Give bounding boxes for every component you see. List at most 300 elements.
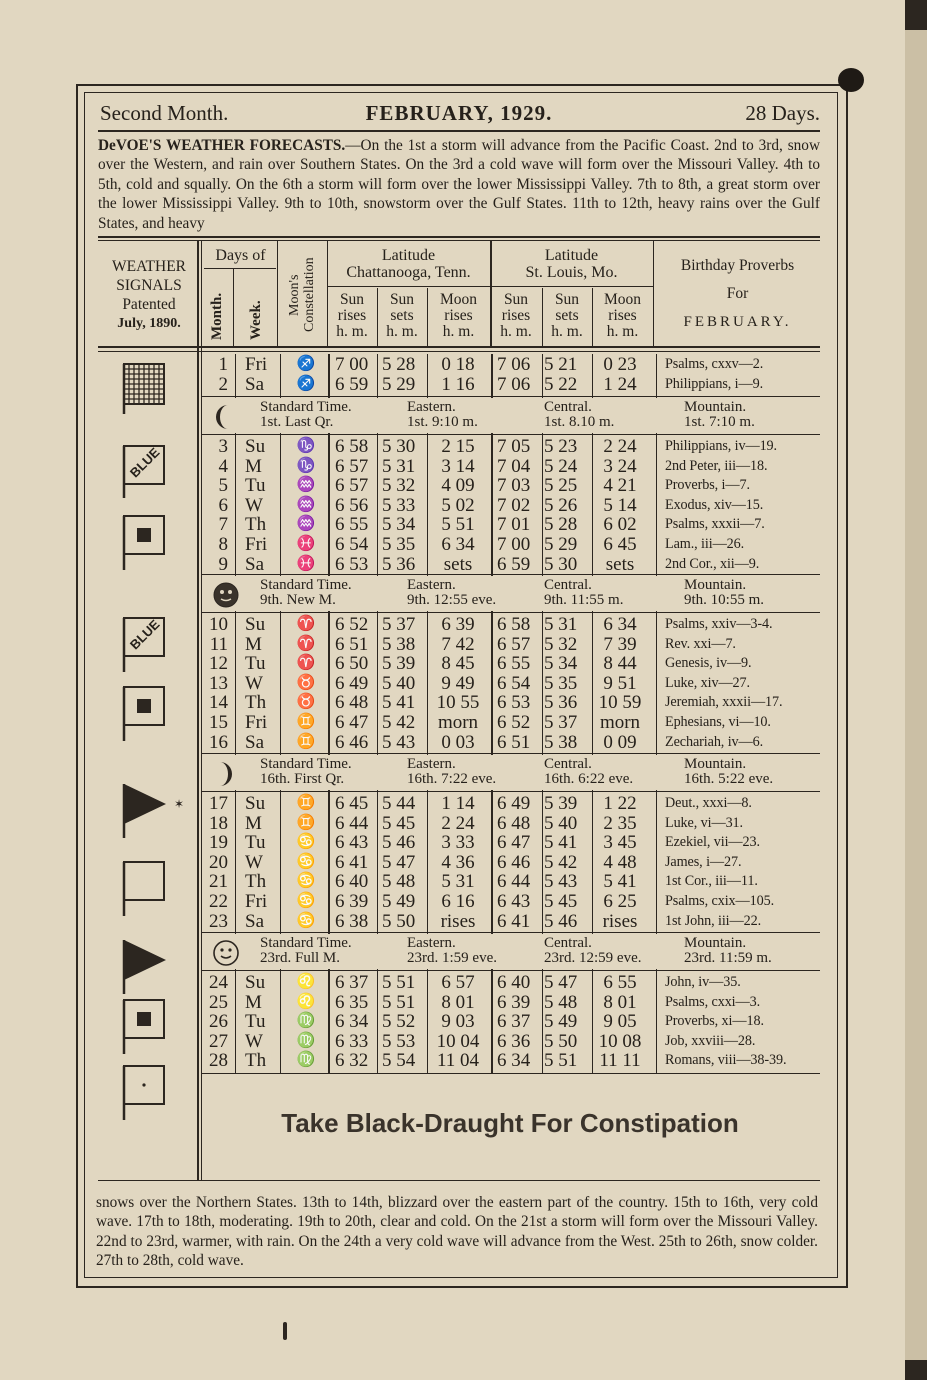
- latitude-rule: [327, 286, 653, 287]
- chatt-sun-sets: 5 38: [382, 633, 416, 655]
- bp-l3: FEBRUARY.: [683, 314, 792, 330]
- sun-sets-heading-1: [377, 292, 427, 340]
- chatt-moon-rises: 6 34: [441, 534, 475, 555]
- chatt-sun-sets: 5 36: [382, 553, 416, 575]
- table-row: [200, 1012, 820, 1032]
- day-of-week: Fri: [245, 354, 268, 375]
- day-of-month: 3: [218, 436, 228, 457]
- birthday-proverb: Rev. xxi—7.: [665, 635, 736, 652]
- stl-sun-sets: 5 35: [544, 672, 578, 694]
- stl-sun-sets: 5 28: [544, 514, 578, 536]
- lat2-l2: St. Louis, Mo.: [525, 263, 618, 281]
- svg-text:✶: ✶: [174, 797, 185, 811]
- stl-moon-rises: 3 45: [603, 832, 637, 854]
- constellation-icon: ♋: [296, 873, 316, 890]
- phase-mountain-time: 9th. 10:55 m.: [684, 592, 765, 608]
- stl-sun-sets: 5 21: [544, 354, 578, 375]
- ss1-b: sets: [390, 307, 414, 324]
- phase-central-time: 16th. 6:22 eve.: [544, 771, 634, 787]
- table-row: [200, 476, 820, 496]
- day-of-month: 7: [218, 514, 228, 536]
- table-row: [200, 833, 820, 853]
- table-row: [200, 375, 820, 395]
- chatt-sun-sets: 5 46: [382, 832, 416, 854]
- chatt-sun-sets: 5 40: [382, 672, 416, 694]
- stl-moon-rises: 5 14: [603, 494, 637, 516]
- mr2-b: rises: [608, 307, 637, 324]
- stl-sun-rises: 7 02: [497, 494, 531, 516]
- chatt-moon-rises: 5 51: [441, 514, 475, 536]
- constellation-icon: ♈: [296, 655, 316, 672]
- chatt-sun-sets: 5 37: [382, 614, 416, 635]
- chatt-sun-sets: 5 28: [382, 354, 416, 375]
- day-of-month: 20: [209, 851, 228, 873]
- chatt-moon-rises: 7 42: [441, 633, 475, 655]
- day-of-week: Fri: [245, 534, 268, 555]
- chatt-sun-rises: 6 54: [335, 534, 369, 555]
- constellation-icon: ♈: [296, 616, 316, 632]
- chatt-sun-sets: 5 35: [382, 534, 416, 555]
- page-title: FEBRUARY, 1929.: [365, 101, 553, 125]
- stl-moon-rises: 6 34: [603, 614, 637, 635]
- days-of-heading: Days of: [215, 247, 266, 264]
- chatt-sun-rises: 6 33: [335, 1030, 369, 1052]
- stl-moon-rises: 4 21: [603, 475, 637, 497]
- day-of-month: 19: [209, 832, 228, 854]
- signal-blue-2: [122, 612, 172, 672]
- phase3-bot: [201, 791, 820, 792]
- table-row: [200, 496, 820, 516]
- stl-moon-rises: 6 55: [603, 972, 637, 993]
- phase1-top: [201, 396, 820, 397]
- phase-eastern-time: 1st. 9:10 m.: [407, 414, 478, 430]
- chatt-sun-sets: 5 48: [382, 871, 416, 893]
- stl-moon-rises: 10 59: [598, 692, 642, 714]
- weather-signals-heading: [100, 257, 198, 333]
- constellation-icon: ♒: [296, 516, 316, 533]
- bp-l2: For: [726, 285, 749, 302]
- stl-sun-rises: 7 06: [497, 354, 531, 375]
- chatt-sun-rises: 6 38: [335, 910, 369, 932]
- chatt-sun-rises: 6 39: [335, 891, 369, 912]
- stl-sun-sets: 5 32: [544, 633, 578, 655]
- dot-flag-icon: [122, 1062, 172, 1122]
- chatt-sun-rises: 6 53: [335, 553, 369, 575]
- table-row: [200, 693, 820, 713]
- day-of-week: Su: [245, 436, 266, 457]
- weather-forecast: [98, 136, 820, 233]
- day-of-month: 23: [209, 910, 228, 932]
- const-column-line: [277, 240, 278, 348]
- ss2-c: h. m.: [551, 323, 583, 340]
- week-heading: Week.: [248, 300, 264, 340]
- stl-sun-rises: 6 49: [497, 793, 531, 814]
- birthday-proverbs-heading: [655, 252, 820, 336]
- birthday-proverb: 2nd Cor., xii—9.: [665, 555, 760, 572]
- sun-rises-heading-1: [327, 292, 377, 340]
- chatt-moon-rises: 0 03: [441, 731, 475, 753]
- day-of-month: 27: [209, 1030, 228, 1052]
- stl-sun-rises: 6 48: [497, 812, 531, 834]
- chatt-sun-sets: 5 31: [382, 455, 416, 477]
- chatt-sun-sets: 5 45: [382, 812, 416, 834]
- constellation-icon: ♋: [296, 834, 316, 851]
- stl-moon-rises: sets: [605, 553, 635, 575]
- stl-sun-sets: 5 31: [544, 614, 578, 635]
- phase-label: Standard Time.: [260, 756, 352, 772]
- stl-sun-sets: 5 26: [544, 494, 578, 516]
- ws-line-3: Patented: [122, 296, 176, 313]
- day-of-week: Th: [245, 871, 267, 893]
- last-quarter-icon: [212, 403, 238, 429]
- stl-sun-rises: 6 37: [497, 1011, 531, 1033]
- day-of-month: 4: [218, 455, 228, 477]
- day-of-month: 8: [218, 534, 228, 555]
- day-of-week: Su: [245, 793, 266, 814]
- signal-square-2: [122, 683, 172, 743]
- birthday-proverb: Philippians, i—9.: [665, 375, 764, 392]
- chatt-sun-rises: 6 55: [335, 514, 369, 536]
- phase-sub: 9th. New M.: [260, 592, 336, 608]
- phase-mountain-time: 16th. 5:22 eve.: [684, 771, 774, 787]
- stl-sun-sets: 5 39: [544, 793, 578, 814]
- stl-moon-rises: 7 39: [603, 633, 637, 655]
- day-of-month: 11: [209, 633, 228, 655]
- birthday-proverb: Romans, viii—38-39.: [665, 1052, 787, 1069]
- chatt-sun-rises: 6 34: [335, 1011, 369, 1033]
- day-of-week: Tu: [245, 1011, 266, 1033]
- stl-sun-sets: 5 49: [544, 1011, 578, 1033]
- day-of-month: 17: [209, 793, 228, 814]
- chatt-sun-sets: 5 33: [382, 494, 416, 516]
- lat1-l1: Latitude: [381, 247, 436, 264]
- chatt-moon-rises: 2 24: [441, 812, 475, 834]
- birthday-proverb: Luke, vi—31.: [665, 814, 744, 831]
- table-head-rule: [98, 346, 820, 348]
- blue-label-2: BLUE: [126, 616, 163, 653]
- chatt-sun-rises: 6 59: [335, 373, 369, 395]
- chatt-sun-rises: 6 57: [335, 475, 369, 497]
- constellation-icon: ♒: [296, 496, 316, 513]
- chatt-moon-rises: 5 31: [441, 871, 475, 893]
- constellation-icon: ♒: [296, 477, 316, 494]
- chatt-sun-sets: 5 43: [382, 731, 416, 753]
- day-of-week: Tu: [245, 832, 266, 854]
- birthday-proverb: James, i—27.: [665, 853, 742, 870]
- stl-sun-rises: 6 43: [497, 891, 531, 912]
- stl-sun-rises: 6 51: [497, 731, 531, 753]
- day-of-month: 9: [218, 553, 228, 575]
- day-of-month: 16: [209, 731, 228, 753]
- chatt-sun-sets: 5 51: [382, 972, 416, 993]
- constellation-icon: ♌: [296, 974, 316, 990]
- phase-mountain: Mountain.: [684, 756, 747, 772]
- signal-square-1: [122, 512, 172, 572]
- stl-moon-rises: 3 24: [603, 455, 637, 477]
- constellation-icon: ♉: [296, 674, 316, 691]
- stl-sun-rises: 6 52: [497, 712, 531, 733]
- day-of-month: 24: [209, 972, 228, 993]
- day-of-week: Sa: [245, 373, 264, 395]
- stl-sun-rises: 7 00: [497, 534, 531, 555]
- stl-moon-rises: 2 24: [603, 436, 637, 457]
- phase-eastern: Eastern.: [407, 399, 456, 415]
- day-of-week: Tu: [245, 653, 266, 675]
- stl-sun-rises: 6 39: [497, 991, 531, 1013]
- stl-sun-rises: 6 59: [497, 553, 531, 575]
- chatt-sun-sets: 5 47: [382, 851, 416, 873]
- chatt-moon-rises: 9 49: [441, 672, 475, 694]
- chatt-moon-rises: 11 04: [436, 1050, 480, 1072]
- stl-sun-sets: 5 25: [544, 475, 578, 497]
- ss2-a: Sun: [554, 291, 580, 308]
- chatt-moon-rises: morn: [437, 712, 479, 733]
- mr2-a: Moon: [603, 291, 642, 308]
- chatt-sun-sets: 5 53: [382, 1030, 416, 1052]
- signals-column-line: [197, 240, 199, 1180]
- signal-blue-1: [122, 438, 172, 498]
- chatt-sun-rises: 6 41: [335, 851, 369, 873]
- birthday-proverb: Luke, xiv—27.: [665, 674, 750, 691]
- day-of-month: 12: [209, 653, 228, 675]
- page-header: [98, 101, 820, 127]
- stl-sun-sets: 5 43: [544, 871, 578, 893]
- phase-eastern-time: 16th. 7:22 eve.: [407, 771, 497, 787]
- days-count: 28 Days.: [745, 101, 820, 125]
- birthday-proverb: Job, xxviii—28.: [665, 1032, 756, 1049]
- table-row: [200, 355, 820, 375]
- phase4-top: [201, 932, 820, 933]
- stl-sun-rises: 6 58: [497, 614, 531, 635]
- stl-sun-sets: 5 42: [544, 851, 578, 873]
- full-moon-icon: [212, 939, 238, 965]
- table-top-rule-2: [98, 240, 820, 241]
- moon-rises-heading-2: [592, 292, 653, 340]
- chatt-moon-rises: 3 14: [441, 455, 475, 477]
- phase-central: Central.: [544, 935, 592, 951]
- birthday-proverb: Deut., xxxi—8.: [665, 795, 752, 811]
- phase-mountain: Mountain.: [684, 935, 747, 951]
- stl-moon-rises: 9 51: [603, 672, 637, 694]
- square-flag-icon: [122, 996, 172, 1056]
- table-row: [200, 892, 820, 912]
- ws-line-1: WEATHER: [111, 258, 187, 275]
- table-row: [200, 437, 820, 457]
- chatt-sun-rises: 6 40: [335, 871, 369, 893]
- moon-phase-row: [200, 757, 820, 791]
- forecast-continued: snows over the Northern States. 13th to 14th, blizzard over the eastern part of the country. 15th to 16th, very cold wave. 17th to 18th, moderating. 19th to 20th, clear and cold. On the 21st a storm will form over the Missouri Valley. 22nd to 23rd, warmer, with rain. On the 24th a very cold wave will advance from the West. 25th to 26th, snow colder. 27th to 28th, cold wave.: [96, 1194, 818, 1270]
- phase3-top: [201, 753, 820, 754]
- body-end-rule: [201, 1073, 820, 1074]
- chatt-sun-rises: 6 35: [335, 991, 369, 1013]
- chatt-moon-rises: 3 33: [441, 832, 475, 854]
- signal-pennant-2: [122, 936, 172, 996]
- stl-sun-sets: 5 37: [544, 712, 578, 733]
- chatt-moon-rises: 10 55: [436, 692, 480, 714]
- stl-sun-rises: 7 01: [497, 514, 531, 536]
- chatt-sun-sets: 5 34: [382, 514, 416, 536]
- phase-central-time: 9th. 11:55 m.: [544, 592, 624, 608]
- day-of-week: Su: [245, 614, 266, 635]
- table-head-rule-2: [98, 351, 820, 352]
- chatt-sun-rises: 7 00: [335, 354, 369, 375]
- chatt-moon-rises: 6 39: [441, 614, 475, 635]
- table-row: [200, 872, 820, 892]
- chatt-sun-sets: 5 54: [382, 1050, 416, 1072]
- day-of-month: 2: [218, 373, 228, 395]
- ss1-c: h. m.: [386, 323, 418, 340]
- stl-moon-rises: rises: [602, 910, 638, 932]
- ss2-b: sets: [555, 307, 579, 324]
- constellation-icon: ♊: [296, 795, 316, 811]
- day-of-week: Sa: [245, 910, 264, 932]
- constellation-icon: ♍: [296, 1052, 316, 1069]
- table-row: [200, 635, 820, 655]
- table-row: [200, 912, 820, 932]
- phase-mountain-time: 23rd. 11:59 m.: [684, 950, 772, 966]
- stl-sun-sets: 5 50: [544, 1030, 578, 1052]
- stl-sun-rises: 6 47: [497, 832, 531, 854]
- table-row: [200, 733, 820, 753]
- constellation-icon: ♋: [296, 893, 316, 909]
- chatt-sun-rises: 6 57: [335, 455, 369, 477]
- table-row: [200, 615, 820, 635]
- stl-sun-rises: 6 54: [497, 672, 531, 694]
- chatt-moon-rises: 8 45: [441, 653, 475, 675]
- day-of-month: 18: [209, 812, 228, 834]
- chatt-sun-sets: 5 41: [382, 692, 416, 714]
- stl-sun-rises: 7 04: [497, 455, 531, 477]
- stl-moon-rises: 6 45: [603, 534, 637, 555]
- moon-rises-heading-1: [427, 292, 490, 340]
- day-of-week: W: [245, 672, 263, 694]
- stl-moon-rises: 8 01: [603, 991, 637, 1013]
- constellation-icon: ♌: [296, 993, 316, 1010]
- table-row: [200, 794, 820, 814]
- phase-label: Standard Time.: [260, 399, 352, 415]
- new-moon-icon: [212, 581, 238, 607]
- constellation-icon: ♊: [296, 733, 316, 750]
- chatt-sun-sets: 5 29: [382, 373, 416, 395]
- phase-central: Central.: [544, 399, 592, 415]
- chatt-sun-rises: 6 52: [335, 614, 369, 635]
- chatt-moon-rises: 6 16: [441, 891, 475, 912]
- stl-sun-sets: 5 38: [544, 731, 578, 753]
- blue-label-1: BLUE: [126, 444, 163, 481]
- birthday-proverb: 1st Cor., iii—11.: [665, 873, 758, 890]
- next-page-edge: [905, 30, 927, 1360]
- constellation-icon: ♉: [296, 694, 316, 711]
- stl-moon-rises: 6 25: [603, 891, 637, 912]
- day-of-month: 13: [209, 672, 228, 694]
- phase-eastern: Eastern.: [407, 577, 456, 593]
- phase-central-time: 23rd. 12:59 eve.: [544, 950, 642, 966]
- chatt-moon-rises: 5 02: [441, 494, 475, 516]
- chatt-moon-rises: rises: [440, 910, 476, 932]
- constellation-icon: ♊: [296, 814, 316, 831]
- phase-mountain-time: 1st. 7:10 m.: [684, 414, 755, 430]
- stl-sun-rises: 7 06: [497, 373, 531, 395]
- stl-moon-rises: 1 22: [603, 793, 637, 814]
- chatt-moon-rises: 4 09: [441, 475, 475, 497]
- chatt-sun-sets: 5 50: [382, 910, 416, 932]
- header-rule: [98, 130, 820, 132]
- chatt-sun-sets: 5 39: [382, 653, 416, 675]
- table-row: [200, 535, 820, 555]
- day-of-week: Th: [245, 1050, 267, 1072]
- chatt-sun-rises: 6 43: [335, 832, 369, 854]
- stl-sun-sets: 5 22: [544, 373, 578, 395]
- stl-sun-rises: 6 46: [497, 851, 531, 873]
- stl-sun-sets: 5 29: [544, 534, 578, 555]
- white-flag-icon: [122, 858, 172, 918]
- phase-mountain: Mountain.: [684, 399, 747, 415]
- table-row: [200, 654, 820, 674]
- stl-moon-rises: morn: [599, 712, 641, 733]
- bp-l1: Birthday Proverbs: [680, 257, 795, 274]
- constellation-icon: ♈: [296, 635, 316, 652]
- day-of-week: Fri: [245, 891, 268, 912]
- stl-sun-sets: 5 30: [544, 553, 578, 575]
- table-row: [200, 814, 820, 834]
- day-of-week: M: [245, 455, 262, 477]
- stl-moon-rises: 10 08: [598, 1030, 642, 1052]
- table-row: [200, 555, 820, 575]
- birthday-proverb: Proverbs, i—7.: [665, 477, 750, 494]
- phase-eastern: Eastern.: [407, 935, 456, 951]
- day-of-week: Th: [245, 514, 267, 536]
- day-of-month: 1: [218, 354, 228, 375]
- stl-moon-rises: 9 05: [603, 1011, 637, 1033]
- moon-phase-row: [200, 578, 820, 612]
- phase-sub: 23rd. Full M.: [260, 950, 341, 966]
- mr1-a: Moon: [439, 291, 478, 308]
- first-quarter-icon: [212, 760, 238, 786]
- phase-eastern: Eastern.: [407, 756, 456, 772]
- day-of-week: Tu: [245, 475, 266, 497]
- table-row: [200, 674, 820, 694]
- ws-line-4: July, 1890.: [117, 316, 181, 331]
- birthday-proverb: Zechariah, iv—6.: [665, 733, 764, 750]
- birthday-proverb: Exodus, xiv—15.: [665, 496, 764, 513]
- birthday-proverb: Genesis, iv—9.: [665, 655, 752, 672]
- birthday-proverb: Jeremiah, xxxii—17.: [665, 694, 783, 711]
- birthday-proverb: Ezekiel, vii—23.: [665, 834, 760, 851]
- constellation-icon: ♐: [296, 375, 316, 392]
- constellation-heading: Moon's Constellation: [287, 257, 317, 333]
- day-of-month: 22: [209, 891, 228, 912]
- stl-sun-sets: 5 41: [544, 832, 578, 854]
- day-of-month: 6: [218, 494, 228, 516]
- constellation-icon: ♑: [296, 457, 316, 474]
- stl-sun-sets: 5 51: [544, 1050, 578, 1072]
- st-louis-heading: [490, 248, 653, 282]
- chatt-sun-rises: 6 32: [335, 1050, 369, 1072]
- stl-sun-rises: 7 05: [497, 436, 531, 457]
- table-row: [200, 515, 820, 535]
- phase-central: Central.: [544, 577, 592, 593]
- sun-rises-heading-2: [490, 292, 542, 340]
- stl-sun-sets: 5 40: [544, 812, 578, 834]
- chatt-moon-rises: 1 14: [441, 793, 475, 814]
- day-of-week: Sa: [245, 731, 264, 753]
- chatt-sun-rises: 6 47: [335, 712, 369, 733]
- stl-moon-rises: 1 24: [603, 373, 637, 395]
- day-of-week: Su: [245, 972, 266, 993]
- moon-phase-row: [200, 936, 820, 970]
- stl-sun-rises: 6 40: [497, 972, 531, 993]
- ss1-a: Sun: [389, 291, 415, 308]
